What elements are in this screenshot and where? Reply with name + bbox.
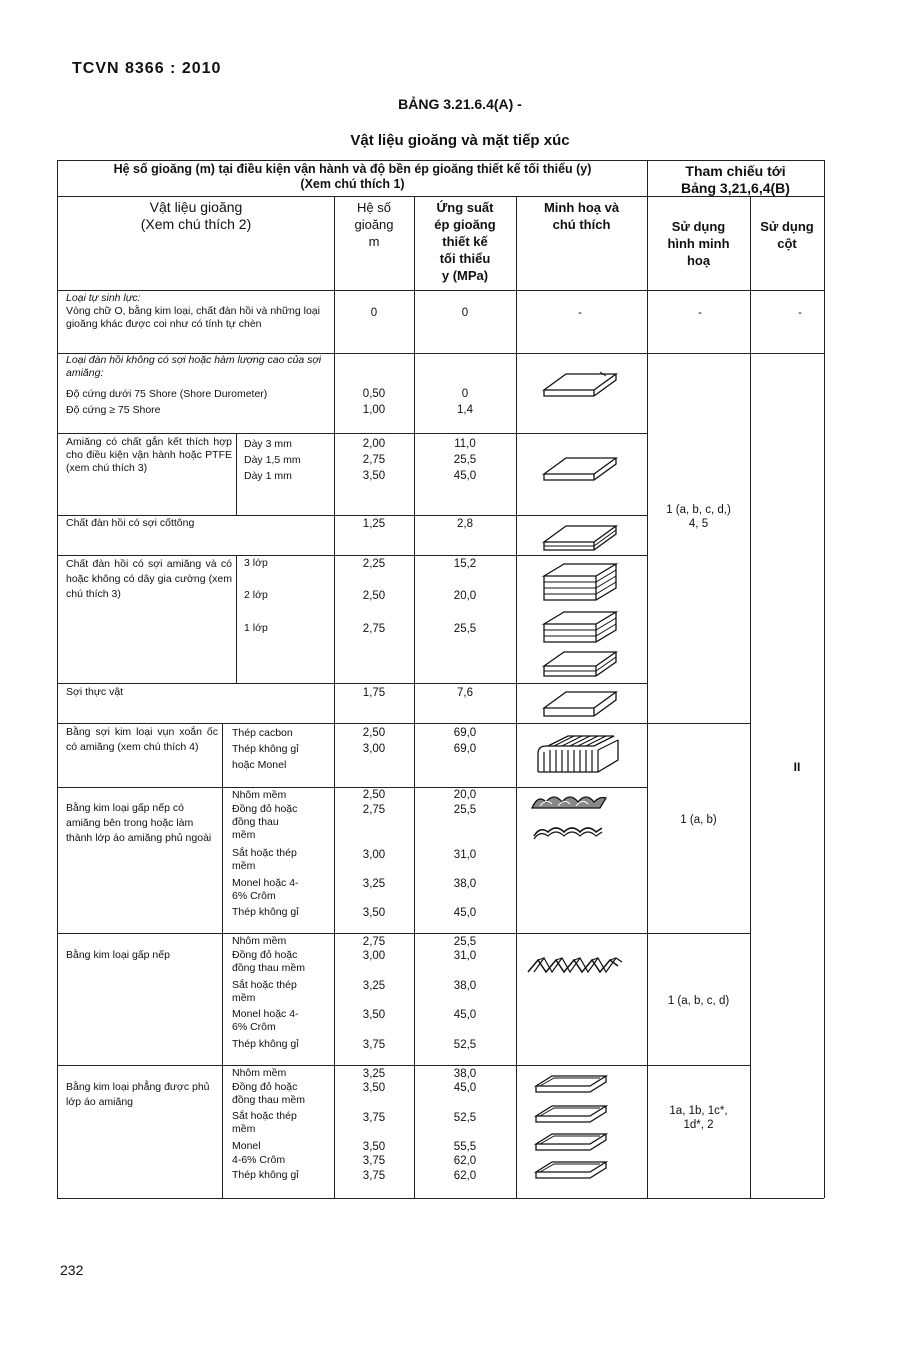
row-description: Bằng sợi kim loại vụn xoắn ốc có amiăng (xem chú thích 4) <box>66 726 218 753</box>
facing-ref-1ab: 1 (a, b) <box>680 814 717 826</box>
row-subtype: Đồng đỏ hoặc đồng thau mềm <box>232 803 298 841</box>
row-subtype: Dày 3 mm Dày 1,5 mm Dày 1 mm <box>244 438 301 482</box>
gasket-factor-value: 3,50 <box>362 1082 386 1094</box>
seating-stress-value: 20,0 <box>453 590 477 602</box>
row-subtype: Nhôm mềm <box>232 1067 287 1079</box>
row-description: Chất đàn hồi có sợi amiăng và có hoặc không có dây gia cường (xem chú thích 3) <box>66 558 232 600</box>
corrugated-jacketed-sketch <box>530 790 610 814</box>
seating-stress-value: 0 1,4 <box>457 388 473 416</box>
gasket-factor-value: 2,50 <box>362 789 386 801</box>
spiral-wound-sketch <box>534 732 624 778</box>
row-description: Bằng kim loại phẳng được phủ lớp áo amiăng <box>66 1081 210 1108</box>
row-subtype: Monel hoặc 4- 6% Crôm <box>232 877 299 902</box>
one-ply-sketch <box>540 648 620 682</box>
vegetable-fiber-sketch <box>540 688 620 722</box>
seating-stress-value: 20,0 <box>453 789 477 801</box>
seating-stress-value: 25,5 <box>453 623 477 635</box>
row-description: Bằng kim loại gấp nếp có amiăng bên trong hoặc làm thành lớp áo amiăng phủ ngoài <box>66 802 212 844</box>
two-ply-sketch <box>540 608 620 646</box>
header-gasket-factor: Hệ số gioăng m <box>354 200 394 249</box>
gasket-factor-value: 3,00 <box>362 849 386 861</box>
gasket-factor-value: 2,75 <box>362 623 386 635</box>
row-description: Độ cứng dưới 75 Shore (Shore Durometer) Độ cứng ≥ 75 Shore <box>66 388 268 416</box>
header-use-facing: Sử dụng hình minh hoạ <box>667 219 730 268</box>
gasket-factor-value: 3,75 <box>362 1039 386 1051</box>
seating-stress-value: 45,0 <box>453 907 477 919</box>
row-subtype: Thép không gỉ <box>232 1038 299 1050</box>
seating-stress-value: 38,0 <box>453 980 477 992</box>
row-subtype: Sắt hoặc thép mềm <box>232 1110 297 1135</box>
facing-ref-1abcd45: 1 (a, b, c, d,) 4, 5 <box>666 504 731 530</box>
gasket-factor-value: 3,50 <box>362 1141 386 1153</box>
seating-stress-value: 11,0 25,5 45,0 <box>453 438 477 482</box>
row-description: Amiăng có chất gắn kết thích hợp cho điều kiện vận hành hoặc PTFE (xem chú thích 3) <box>66 436 232 474</box>
row-subtype: Sắt hoặc thép mềm <box>232 979 297 1004</box>
header-reference: Tham chiếu tới Bảng 3,21,6,4(B) <box>681 163 790 196</box>
gasket-factor-value: 3,25 <box>362 878 386 890</box>
seating-stress-value: 15,2 <box>453 558 477 570</box>
row-subtype: Đồng đỏ hoặc đồng thau mềm <box>232 949 305 974</box>
gasket-factor-value: 3,00 <box>362 950 386 962</box>
row-subtype: 4-6% Crôm <box>232 1154 286 1166</box>
row-description: Vòng chữ O, bằng kim loại, chất đàn hồi và những loại gioăng khác được coi như có tính tự chèn <box>66 305 320 330</box>
column-ref-II: II <box>793 760 801 774</box>
seating-stress-value: 31,0 <box>453 950 477 962</box>
row-subtype: Monel hoặc 4- 6% Crôm <box>232 1008 299 1033</box>
row-subtype: Nhôm mềm <box>232 789 287 801</box>
asbestos-sheet-sketch <box>540 452 620 488</box>
corrugated-metal-sketch <box>524 950 624 978</box>
gasket-factor-value: 3,75 <box>362 1112 386 1124</box>
three-ply-sketch <box>540 560 620 604</box>
gasket-factor-value: 2,50 <box>362 590 386 602</box>
seating-stress-value: 62,0 <box>453 1170 477 1182</box>
seating-stress-value: 62,0 <box>453 1155 477 1167</box>
seating-stress-value: 25,5 <box>453 804 477 816</box>
gasket-factor-value: 1,75 <box>362 687 386 699</box>
row-subtype: 3 lớp <box>244 557 268 569</box>
gasket-factor-value: 3,75 <box>362 1170 386 1182</box>
table-id: BẢNG 3.21.6.4(A) - <box>398 96 522 112</box>
header-conditions: Hệ số gioăng (m) tại điều kiện vận hành và độ bền ép gioăng thiết kế tối thiểu (y) (Xem chú thích 1) <box>113 162 592 191</box>
gasket-factor-value: 3,25 <box>362 980 386 992</box>
row-subtype: Đồng đỏ hoặc đồng thau mềm <box>232 1081 305 1106</box>
gasket-factor-value: 3,25 <box>362 1068 386 1080</box>
seating-stress-value: 31,0 <box>453 849 477 861</box>
flat-jacketed-sketch-3 <box>530 1130 614 1158</box>
header-material: Vật liệu gioăng (Xem chú thích 2) <box>140 199 252 232</box>
seating-stress-value: 69,0 69,0 <box>453 727 477 755</box>
seating-stress-value: 7,6 <box>457 687 473 699</box>
gasket-factor-value: 2,75 <box>362 804 386 816</box>
table-title: Vật liệu gioăng và mặt tiếp xúc <box>350 132 570 149</box>
row-title: Loại tự sinh lực: <box>66 292 141 304</box>
standard-code: TCVN 8366 : 2010 <box>72 60 222 77</box>
row-subtype: Monel <box>232 1140 261 1152</box>
sketch-dash: - <box>578 307 582 319</box>
flat-jacketed-sketch-1 <box>530 1072 614 1100</box>
facing-ref-1a1b1c1d2: 1a, 1b, 1c*, 1d*, 2 <box>669 1105 728 1131</box>
gasket-factor-value: 1,25 <box>362 518 386 530</box>
facing-ref-1abcd: 1 (a, b, c, d) <box>667 995 730 1007</box>
row-title: Loại đàn hồi không có sợi hoặc hàm lượng cao của sợi amiăng: <box>66 354 322 379</box>
seating-stress-value: 25,5 <box>453 936 477 948</box>
row-subtype: Thép không gỉ <box>232 1169 299 1181</box>
seating-stress-value: 38,0 <box>453 1068 477 1080</box>
row-subtype: 2 lớp <box>244 589 268 601</box>
seating-stress-value: 38,0 <box>453 878 477 890</box>
seating-stress-value: 2,8 <box>457 518 473 530</box>
row-subtype: Nhôm mềm <box>232 935 287 947</box>
flat-jacketed-sketch-2 <box>530 1102 614 1130</box>
header-sketches: Minh hoạ và chú thích <box>543 200 620 232</box>
header-seating-stress: Ứng suất ép gioăng thiết kế tối thiểu y (MPa) <box>434 200 496 283</box>
seating-stress-value: 45,0 <box>453 1082 477 1094</box>
row-description: Bằng kim loại gấp nếp <box>66 949 170 961</box>
header-use-column: Sử dụng cột <box>760 219 814 251</box>
seating-stress-value: 55,5 <box>453 1141 477 1153</box>
row-subtype: Sắt hoặc thép mềm <box>232 847 297 872</box>
row-subtype: 1 lớp <box>244 622 268 634</box>
seating-stress-value: 52,5 <box>453 1039 477 1051</box>
seating-stress-value: 0 <box>461 307 469 319</box>
row-subtype: Thép cacbon Thép không gỉ hoặc Monel <box>232 727 299 771</box>
flat-gasket-sketch <box>540 368 620 404</box>
page-number: 232 <box>60 1262 84 1278</box>
flat-jacketed-sketch-4 <box>530 1158 614 1186</box>
gasket-factor-value: 0 <box>370 307 378 319</box>
seating-stress-value: 52,5 <box>453 1112 477 1124</box>
facing-dash: - <box>698 307 702 319</box>
gasket-factor-value: 2,00 2,75 3,50 <box>362 438 386 482</box>
gasket-factor-value: 3,50 <box>362 1009 386 1021</box>
seating-stress-value: 45,0 <box>453 1009 477 1021</box>
row-description: Sợi thực vật <box>66 686 124 698</box>
gasket-factor-value: 3,50 <box>362 907 386 919</box>
gasket-factor-value: 2,75 <box>362 936 386 948</box>
gasket-factor-value: 0,50 1,00 <box>362 388 386 416</box>
gasket-factor-value: 2,25 <box>362 558 386 570</box>
row-subtype: Thép không gỉ <box>232 906 299 918</box>
cotton-sheet-sketch <box>540 522 620 556</box>
column-dash: - <box>798 307 802 319</box>
corrugated-inserted-sketch <box>532 822 608 842</box>
row-description: Chất đàn hồi có sợi cốttông <box>66 517 195 529</box>
gasket-factor-value: 2,50 3,00 <box>362 727 386 755</box>
gasket-factor-value: 3,75 <box>362 1155 386 1167</box>
